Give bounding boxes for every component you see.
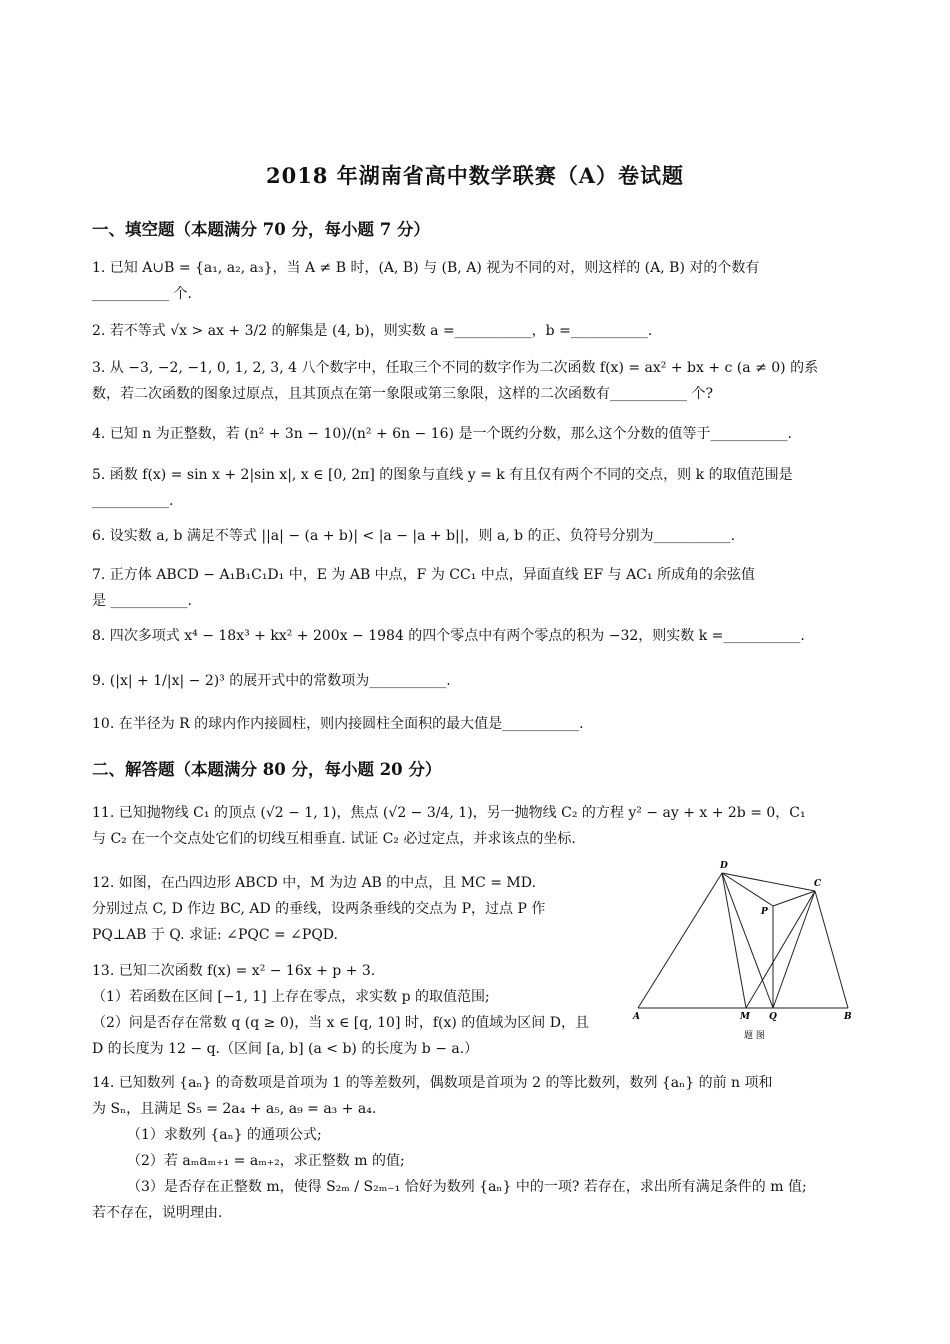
question-14-part-2: （2）若 aₘaₘ₊₁ = aₘ₊₂，求正整数 m 的值; — [127, 1153, 405, 1169]
label-c: C — [814, 879, 822, 889]
question-8: 8. 四次多项式 x⁴ − 18x³ + kx² + 200x − 1984 的四个零点中有两个零点的积为 −32，则实数 k =___________. — [92, 628, 805, 644]
page-title: 2018 年湖南省高中数学联赛（A）卷试题 — [265, 163, 685, 188]
question-12 — [92, 870, 632, 948]
question-12-line-2: 分别过点 C, D 作边 BC, AD 的垂线，设两条垂线的交点为 P，过点 P 作 — [92, 901, 546, 917]
question-3-line-1: 3. 从 −3, −2, −1, 0, 1, 2, 3, 4 八个数字中，任取三个不同的数字作为二次函数 f(x) = ax² + bx + c (a ≠ 0) 的系 — [92, 360, 819, 376]
question-14-line-1: 14. 已知数列 {aₙ} 的奇数项是首项为 1 的等差数列，偶数项是首项为 2 的等比数列，数列 {aₙ} 的前 n 项和 — [92, 1075, 773, 1091]
question-7-line-1: 7. 正方体 ABCD − A₁B₁C₁D₁ 中，E 为 AB 中点，F 为 CC₁ 中点，异面直线 EF 与 AC₁ 所成角的余弦值 — [92, 567, 755, 583]
question-4: 4. 已知 n 为正整数，若 (n² + 3n − 10)/(n² + 6n − 16) 是一个既约分数，那么这个分数的值等于___________. — [92, 426, 792, 442]
question-3 — [92, 355, 862, 407]
question-14-line-2: 为 Sₙ，且满足 S₅ = 2a₄ + a₅, a₉ = a₃ + a₄. — [92, 1101, 377, 1117]
question-13-line-3: （2）问是否存在常数 q (q ≥ 0)，当 x ∈ [q, 10] 时，f(x) 的值域为区间 D，且 — [92, 1015, 589, 1031]
segment-cb — [815, 891, 848, 1008]
question-14-line-6: 若不存在，说明理由. — [92, 1205, 223, 1221]
question-3-line-2: 数，若二次函数的图象过原点，且其顶点在第一象限或第三象限，这样的二次函数有___________ 个? — [92, 386, 713, 402]
question-1-line-1: 1. 已知 A∪B = {a₁, a₂, a₃}，当 A ≠ B 时，(A, B) 与 (B, A) 视为不同的对，则这样的 (A, B) 对的个数有 — [92, 260, 760, 276]
question-13-line-4: D 的长度为 12 − q.（区间 [a, b] (a < b) 的长度为 b − a.） — [92, 1041, 479, 1057]
question-7-line-2: 是 ___________. — [92, 593, 192, 609]
question-1 — [92, 255, 862, 307]
segment-cm — [746, 891, 815, 1008]
geometry-figure — [630, 856, 870, 1056]
question-14 — [92, 1070, 862, 1226]
question-12-line-1: 12. 如图，在凸四边形 ABCD 中，M 为边 AB 的中点，且 MC = MD. — [92, 875, 536, 891]
label-q: Q — [769, 1012, 777, 1022]
question-12-line-3: PQ⊥AB 于 Q. 求证: ∠PQC = ∠PQD. — [92, 927, 338, 943]
question-11 — [92, 800, 862, 852]
segment-dm — [722, 873, 746, 1008]
label-p: P — [761, 907, 768, 917]
question-10: 10. 在半径为 R 的球内作内接圆柱，则内接圆柱全面积的最大值是___________. — [92, 716, 584, 732]
section-heading-fill-in: 一、填空题（本题满分 70 分，每小题 7 分） — [92, 220, 430, 239]
question-1-line-2: ___________ 个. — [92, 286, 192, 302]
segment-dq — [722, 873, 773, 1008]
question-14-part-1: （1）求数列 {aₙ} 的通项公式; — [127, 1127, 322, 1143]
question-11-line-1: 11. 已知抛物线 C₁ 的顶点 (√2 − 1, 1)，焦点 (√2 − 3/4, 1)，另一抛物线 C₂ 的方程 y² − ay + x + 2b = 0，C₁ — [92, 805, 806, 821]
question-5-line-1: 5. 函数 f(x) = sin x + 2|sin x|, x ∈ [0, 2π] 的图象与直线 y = k 有且仅有两个不同的交点，则 k 的取值范围是 — [92, 467, 793, 483]
label-a: A — [633, 1012, 640, 1022]
question-2: 2. 若不等式 √x > ax + 3/2 的解集是 (4, b)，则实数 a =___________，b =___________. — [92, 323, 653, 339]
segment-cp — [773, 891, 815, 906]
quadrilateral-diagram — [630, 856, 870, 1056]
question-7 — [92, 562, 862, 614]
label-b: B — [844, 1012, 852, 1022]
label-d: D — [720, 861, 728, 871]
segment-cq — [773, 891, 815, 1008]
question-5 — [92, 462, 862, 514]
question-11-line-2: 与 C₂ 在一个交点处它们的切线互相垂直. 试证 C₂ 必过定点，并求该点的坐标. — [92, 831, 576, 847]
question-13 — [92, 958, 632, 1062]
section-heading-answer: 二、解答题（本题满分 80 分，每小题 20 分） — [92, 760, 442, 779]
question-14-part-3: （3）是否存在正整数 m，使得 S₂ₘ / S₂ₘ₋₁ 恰好为数列 {aₙ} 中的一项? 若存在，求出所有满足条件的 m 值; — [127, 1179, 807, 1195]
segment-ad — [638, 873, 722, 1008]
figure-caption: 题 图 — [744, 1031, 765, 1041]
label-m: M — [740, 1012, 750, 1022]
question-13-line-2: （1）若函数在区间 [−1, 1] 上存在零点，求实数 p 的取值范围; — [92, 989, 490, 1005]
question-6: 6. 设实数 a, b 满足不等式 ||a| − (a + b)| < |a − |a + b||，则 a, b 的正、负符号分别为___________. — [92, 528, 736, 544]
question-13-line-1: 13. 已知二次函数 f(x) = x² − 16x + p + 3. — [92, 963, 376, 979]
question-9: 9. (|x| + 1/|x| − 2)³ 的展开式中的常数项为___________. — [92, 673, 451, 689]
question-5-line-2: ___________. — [92, 493, 174, 509]
